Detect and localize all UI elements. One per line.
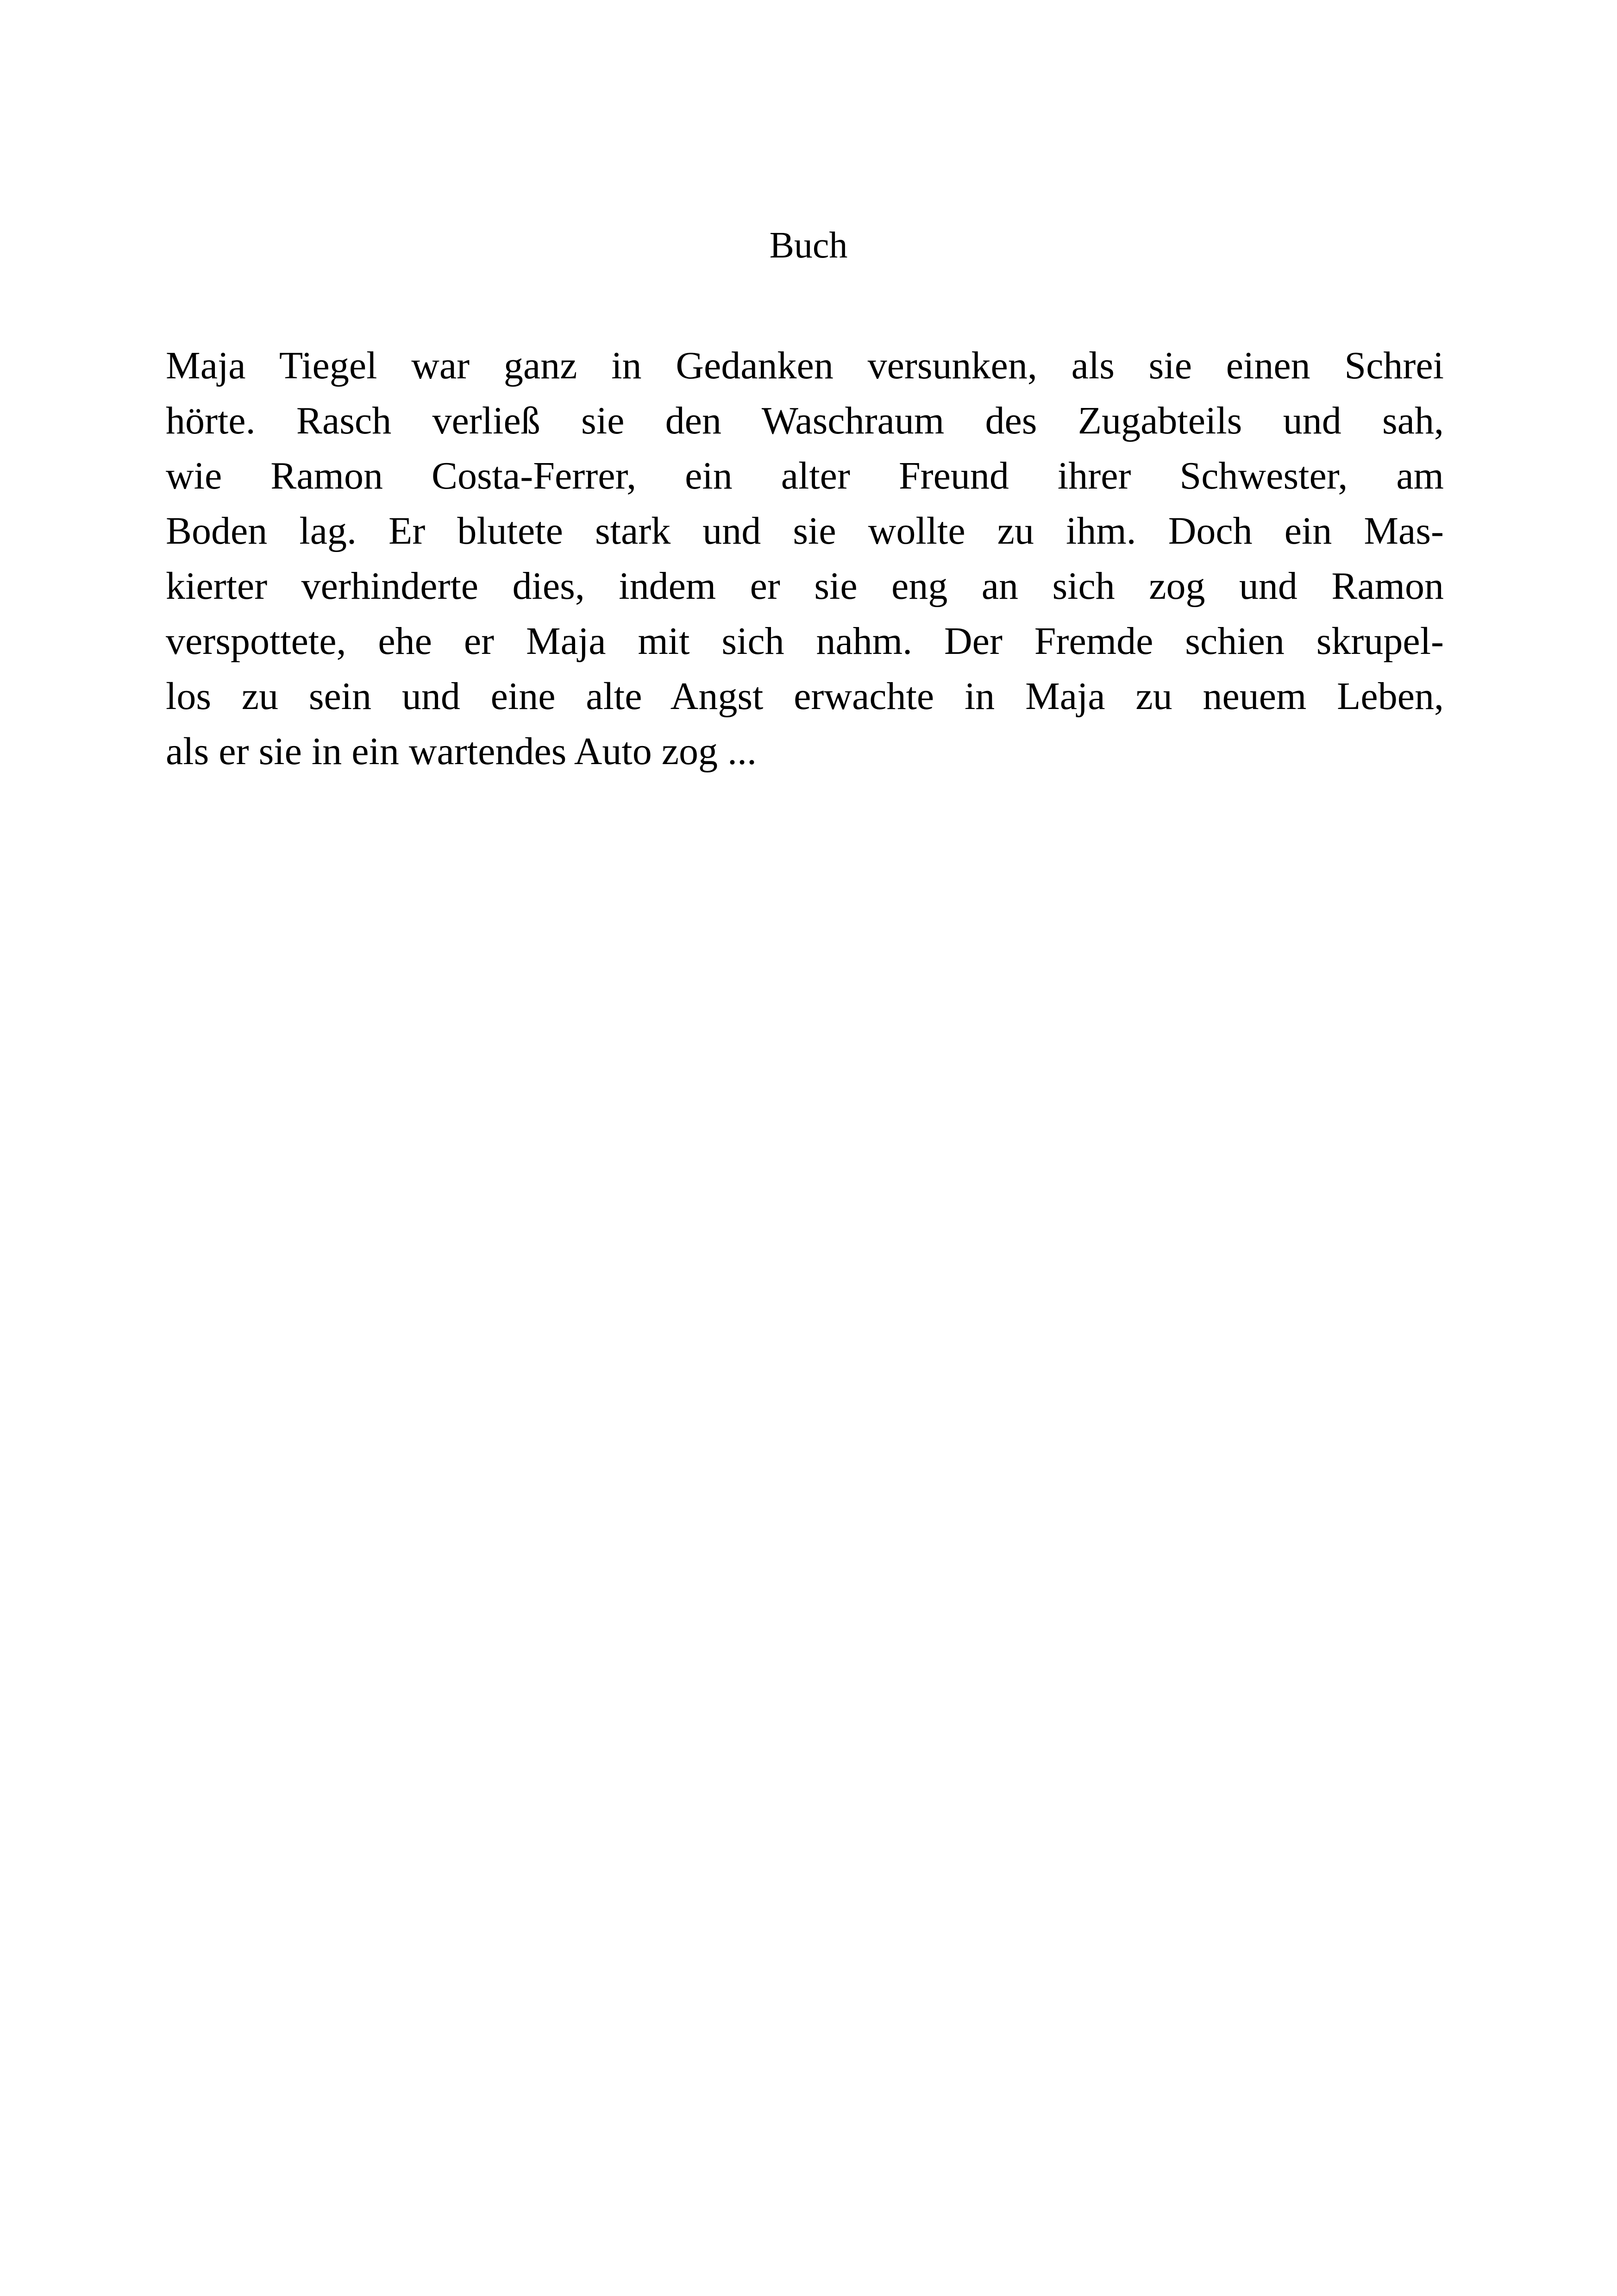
text-line: kierter verhinderte dies, indem er sie eng an sich zog und Ramon <box>166 565 1444 608</box>
text-line: Boden lag. Er blutete stark und sie wollte zu ihm. Doch ein Mas- <box>166 509 1444 552</box>
text-line: als er sie in ein wartendes Auto zog ... <box>166 730 757 773</box>
text-line: hörte. Rasch verließ sie den Waschraum des Zugabteils und sah, <box>166 399 1444 442</box>
text-line: Maja Tiegel war ganz in Gedanken versunken, als sie einen Schrei <box>166 344 1444 387</box>
text-line: wie Ramon Costa-Ferrer, ein alter Freund ihrer Schwester, am <box>166 454 1444 497</box>
text-line: los zu sein und eine alte Angst erwachte in Maja zu neuem Leben, <box>166 675 1444 718</box>
text-line: verspottete, ehe er Maja mit sich nahm. Der Fremde schien skrupel- <box>166 620 1444 663</box>
section-heading: Buch <box>769 225 848 266</box>
synopsis-paragraph <box>166 338 1444 779</box>
